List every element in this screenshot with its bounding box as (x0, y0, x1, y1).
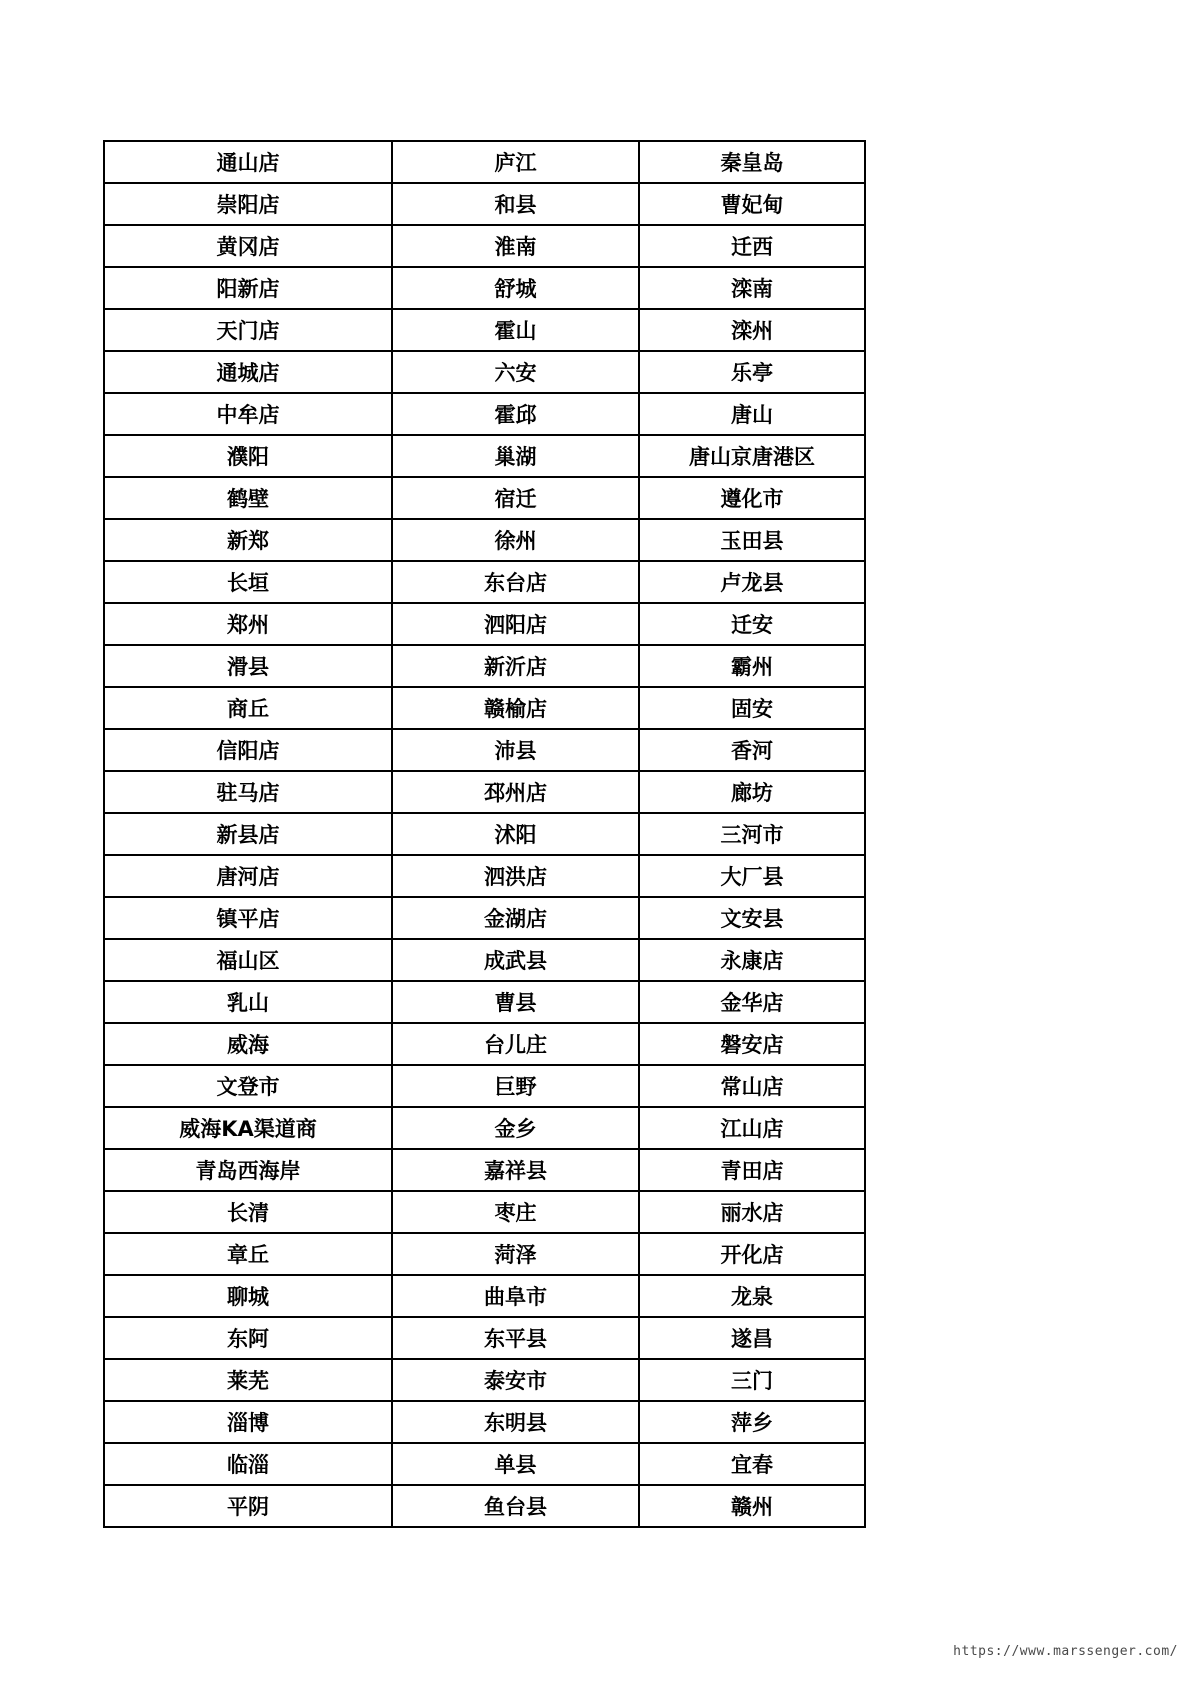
table-cell: 濮阳 (104, 435, 392, 477)
table-cell: 鹤壁 (104, 477, 392, 519)
table-cell: 通山店 (104, 141, 392, 183)
table-cell: 赣州 (639, 1485, 865, 1527)
table-cell: 香河 (639, 729, 865, 771)
table-cell: 卢龙县 (639, 561, 865, 603)
table-cell: 曹县 (392, 981, 639, 1023)
table-cell: 金华店 (639, 981, 865, 1023)
table-cell: 东明县 (392, 1401, 639, 1443)
table-cell: 邳州店 (392, 771, 639, 813)
table-cell: 嘉祥县 (392, 1149, 639, 1191)
table-cell: 迁西 (639, 225, 865, 267)
table-cell: 沭阳 (392, 813, 639, 855)
table-row (104, 1191, 865, 1233)
table-cell: 磐安店 (639, 1023, 865, 1065)
table-cell: 滑县 (104, 645, 392, 687)
table-cell: 开化店 (639, 1233, 865, 1275)
table-cell: 巢湖 (392, 435, 639, 477)
table-row (104, 519, 865, 561)
store-city-table (103, 140, 866, 1528)
table-cell: 舒城 (392, 267, 639, 309)
table-row (104, 393, 865, 435)
table-row (104, 1275, 865, 1317)
table-cell: 东台店 (392, 561, 639, 603)
table-cell: 常山店 (639, 1065, 865, 1107)
table-cell: 唐河店 (104, 855, 392, 897)
table-cell: 玉田县 (639, 519, 865, 561)
table-cell: 金湖店 (392, 897, 639, 939)
table-cell: 曹妃甸 (639, 183, 865, 225)
table-cell: 曲阜市 (392, 1275, 639, 1317)
table-cell: 青田店 (639, 1149, 865, 1191)
table-cell: 江山店 (639, 1107, 865, 1149)
table-cell: 莱芜 (104, 1359, 392, 1401)
table-cell: 秦皇岛 (639, 141, 865, 183)
table-row (104, 939, 865, 981)
table-cell: 台儿庄 (392, 1023, 639, 1065)
table-cell: 长垣 (104, 561, 392, 603)
table-row (104, 435, 865, 477)
table-cell: 聊城 (104, 1275, 392, 1317)
table-cell: 六安 (392, 351, 639, 393)
table-row (104, 1401, 865, 1443)
table-row (104, 981, 865, 1023)
table-cell: 中牟店 (104, 393, 392, 435)
table-cell: 新沂店 (392, 645, 639, 687)
table-cell: 遂昌 (639, 1317, 865, 1359)
table-row (104, 141, 865, 183)
table-cell: 大厂县 (639, 855, 865, 897)
table-cell: 泰安市 (392, 1359, 639, 1401)
table-cell: 唐山 (639, 393, 865, 435)
table-cell: 信阳店 (104, 729, 392, 771)
table-cell: 霍邱 (392, 393, 639, 435)
table-row (104, 1443, 865, 1485)
table-cell: 乐亭 (639, 351, 865, 393)
table-cell: 巨野 (392, 1065, 639, 1107)
table-cell: 遵化市 (639, 477, 865, 519)
table-cell: 平阴 (104, 1485, 392, 1527)
table-cell: 霍山 (392, 309, 639, 351)
table-cell: 赣榆店 (392, 687, 639, 729)
table-cell: 和县 (392, 183, 639, 225)
table-cell: 威海KA渠道商 (104, 1107, 392, 1149)
table-row (104, 1107, 865, 1149)
table-cell: 文安县 (639, 897, 865, 939)
table-cell: 廊坊 (639, 771, 865, 813)
table-cell: 福山区 (104, 939, 392, 981)
table-cell: 黄冈店 (104, 225, 392, 267)
table-cell: 菏泽 (392, 1233, 639, 1275)
table-cell: 崇阳店 (104, 183, 392, 225)
table-cell: 霸州 (639, 645, 865, 687)
table-row (104, 1485, 865, 1527)
store-city-table-body (104, 141, 865, 1527)
table-cell: 鱼台县 (392, 1485, 639, 1527)
table-cell: 徐州 (392, 519, 639, 561)
table-row (104, 1065, 865, 1107)
table-row (104, 771, 865, 813)
table-cell: 滦南 (639, 267, 865, 309)
table-cell: 永康店 (639, 939, 865, 981)
table-row (104, 225, 865, 267)
watermark-url: https://www.marssenger.com/ (953, 1644, 1178, 1659)
table-cell: 青岛西海岸 (104, 1149, 392, 1191)
table-cell: 郑州 (104, 603, 392, 645)
table-cell: 乳山 (104, 981, 392, 1023)
table-cell: 文登市 (104, 1065, 392, 1107)
table-cell: 单县 (392, 1443, 639, 1485)
table-cell: 淄博 (104, 1401, 392, 1443)
table-row (104, 1149, 865, 1191)
table-cell: 唐山京唐港区 (639, 435, 865, 477)
table-row (104, 813, 865, 855)
table-cell: 临淄 (104, 1443, 392, 1485)
table-row (104, 729, 865, 771)
table-row (104, 309, 865, 351)
table-cell: 龙泉 (639, 1275, 865, 1317)
table-cell: 枣庄 (392, 1191, 639, 1233)
table-cell: 东平县 (392, 1317, 639, 1359)
table-cell: 萍乡 (639, 1401, 865, 1443)
table-cell: 金乡 (392, 1107, 639, 1149)
table-cell: 商丘 (104, 687, 392, 729)
table-row (104, 267, 865, 309)
table-cell: 阳新店 (104, 267, 392, 309)
table-cell: 三门 (639, 1359, 865, 1401)
table-cell: 东阿 (104, 1317, 392, 1359)
table-cell: 固安 (639, 687, 865, 729)
table-cell: 沛县 (392, 729, 639, 771)
table-row (104, 477, 865, 519)
table-cell: 新郑 (104, 519, 392, 561)
table-cell: 丽水店 (639, 1191, 865, 1233)
table-cell: 通城店 (104, 351, 392, 393)
table-row (104, 1023, 865, 1065)
table-cell: 镇平店 (104, 897, 392, 939)
table-row (104, 897, 865, 939)
table-cell: 淮南 (392, 225, 639, 267)
table-cell: 滦州 (639, 309, 865, 351)
table-row (104, 687, 865, 729)
table-row (104, 1317, 865, 1359)
table-cell: 成武县 (392, 939, 639, 981)
table-cell: 三河市 (639, 813, 865, 855)
table-cell: 驻马店 (104, 771, 392, 813)
table-cell: 章丘 (104, 1233, 392, 1275)
table-cell: 泗阳店 (392, 603, 639, 645)
table-cell: 长清 (104, 1191, 392, 1233)
table-row (104, 351, 865, 393)
table-cell: 威海 (104, 1023, 392, 1065)
table-row (104, 855, 865, 897)
table-row (104, 1233, 865, 1275)
table-row (104, 645, 865, 687)
table-row (104, 561, 865, 603)
table-row (104, 1359, 865, 1401)
table-row (104, 603, 865, 645)
table-cell: 天门店 (104, 309, 392, 351)
table-cell: 新县店 (104, 813, 392, 855)
table-row (104, 183, 865, 225)
table-cell: 庐江 (392, 141, 639, 183)
table-cell: 迁安 (639, 603, 865, 645)
table-cell: 宿迁 (392, 477, 639, 519)
table-cell: 泗洪店 (392, 855, 639, 897)
table-cell: 宜春 (639, 1443, 865, 1485)
